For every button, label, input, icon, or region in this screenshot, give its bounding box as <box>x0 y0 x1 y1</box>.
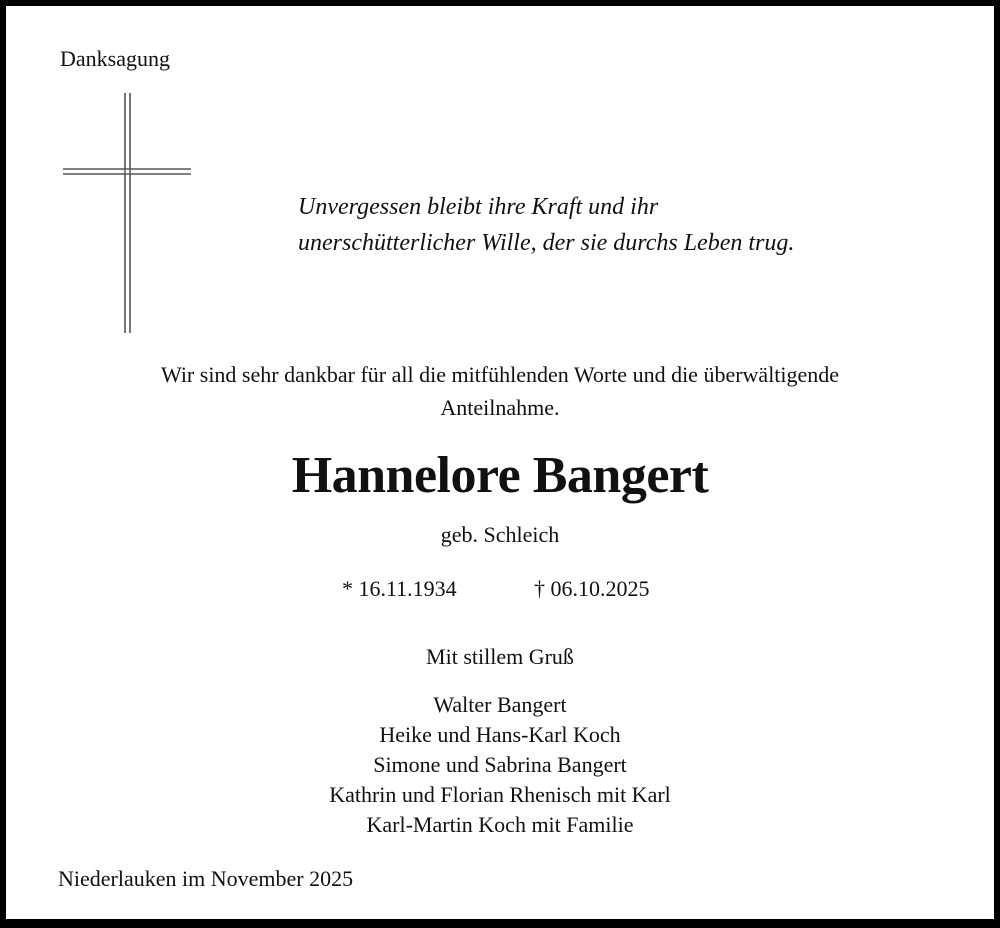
signer-item: Kathrin und Florian Rhenisch mit Karl <box>329 782 671 807</box>
signers-list <box>6 690 994 840</box>
thanks-text <box>6 358 994 424</box>
maiden-name: geb. Schleich <box>440 522 560 547</box>
thanks-line-2: Anteilnahme. <box>440 395 560 420</box>
signer-item: Heike und Hans-Karl Koch <box>379 722 621 747</box>
deceased-name: Hannelore Bangert <box>291 447 709 504</box>
header-label: Danksagung <box>60 46 170 71</box>
place-and-date: Niederlauken im November 2025 <box>58 866 354 891</box>
signer-item: Simone und Sabrina Bangert <box>373 752 627 777</box>
birth-date: * 16.11.1934 <box>342 576 457 601</box>
signer-item: Walter Bangert <box>433 692 567 717</box>
quote-line-1: Unvergessen bleibt ihre Kraft und ihr <box>298 194 659 220</box>
quote-line-2: unerschütterlicher Wille, der sie durchs Leben trug. <box>298 230 795 256</box>
memorial-quote <box>298 189 794 261</box>
cross-icon <box>63 93 191 333</box>
greeting: Mit stillem Gruß <box>426 644 574 669</box>
obituary-card <box>6 6 994 919</box>
thanks-line-1: Wir sind sehr dankbar für all die mitfühlenden Worte und die überwältigende <box>160 362 840 387</box>
death-date: † 06.10.2025 <box>534 576 650 601</box>
signer-item: Karl-Martin Koch mit Familie <box>366 812 634 837</box>
